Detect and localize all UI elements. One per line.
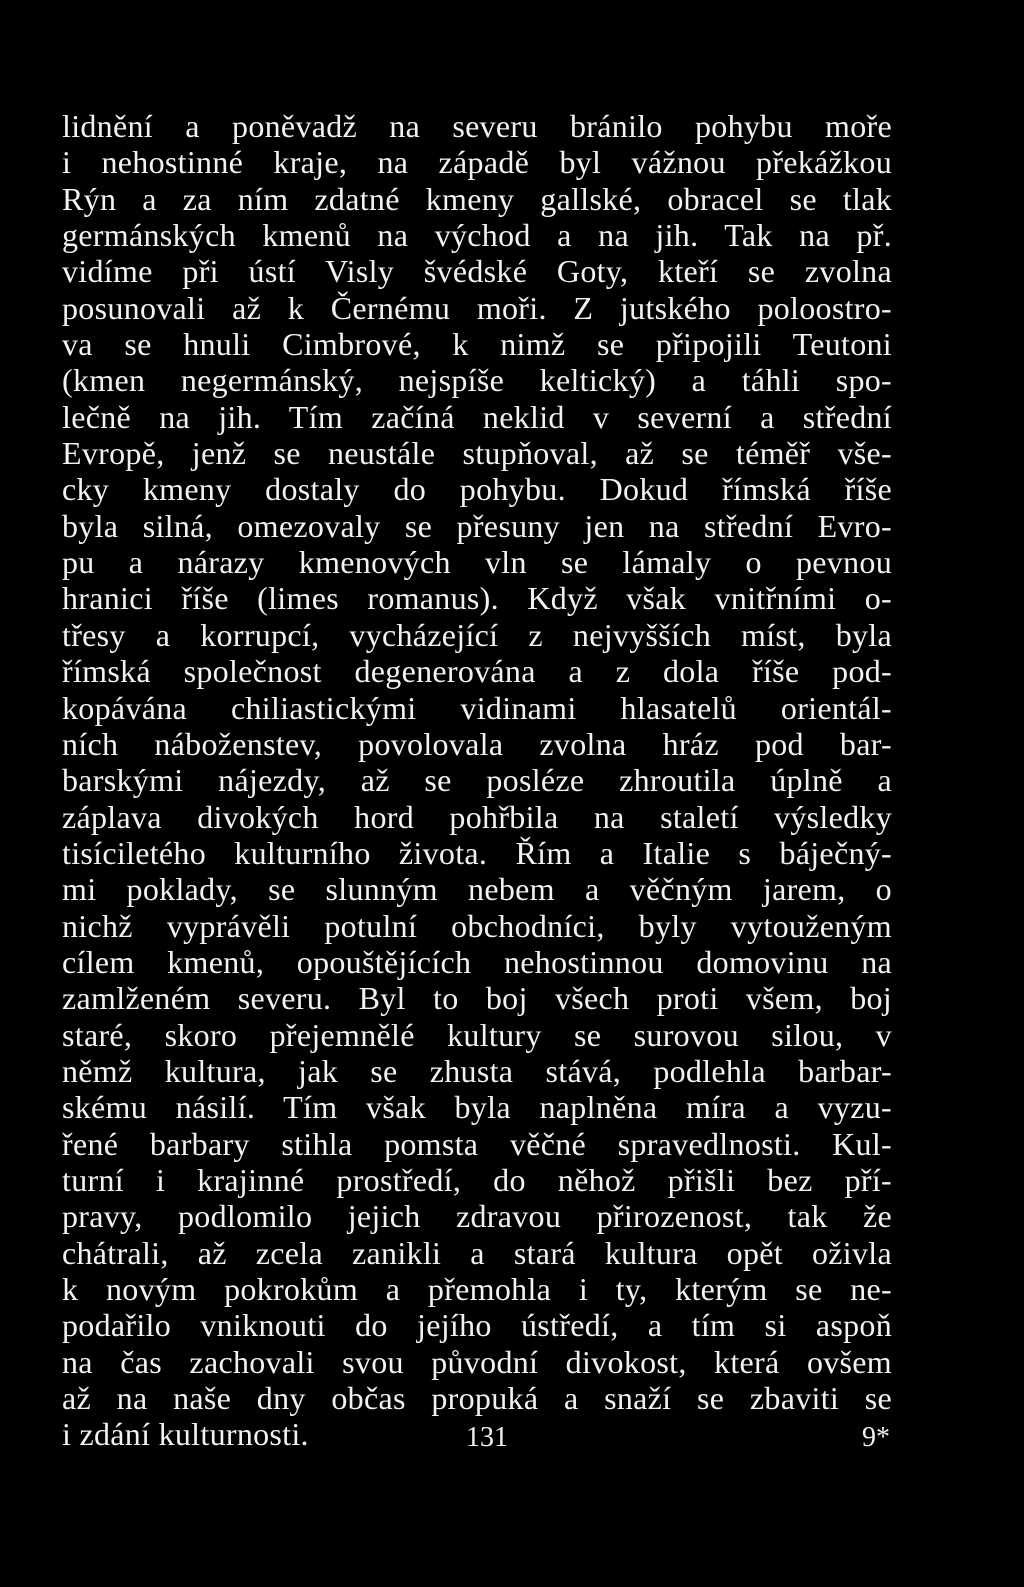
text-line-34: podařilo vniknouti do jejího ústředí, a tím si aspoň bbox=[62, 1307, 892, 1344]
text-line-18: ních náboženstev, povolovala zvolna hráz pod bar- bbox=[62, 725, 892, 762]
body-text bbox=[62, 108, 892, 1453]
text-line-6: posunovali až k Černému moři. Z jutského poloostro- bbox=[62, 289, 892, 326]
text-line-7: va se hnuli Cimbrové, k nimž se připojili Teutoni bbox=[62, 326, 892, 363]
text-line-8: (kmen negermánský, nejspíše keltický) a táhli spo- bbox=[62, 362, 892, 399]
page-footer bbox=[0, 1422, 1024, 1462]
text-line-30: turní i krajinné prostředí, do něhož přišli bez pří- bbox=[62, 1161, 892, 1198]
text-line-12: byla silná, omezovaly se přesuny jen na střední Evro- bbox=[62, 507, 892, 544]
text-line-29: řené barbary stihla pomsta věčné spravedlnosti. Kul- bbox=[62, 1125, 892, 1162]
text-line-13: pu a nárazy kmenových vln se lámaly o pevnou bbox=[62, 544, 892, 581]
text-line-1: lidnění a poněvadž na severu bránilo pohybu moře bbox=[62, 108, 892, 144]
text-line-28: skému násilí. Tím však byla naplněna míra a vyzu- bbox=[62, 1089, 892, 1126]
text-line-15: třesy a korrupcí, vycházející z nejvyšších míst, byla bbox=[62, 616, 892, 653]
text-line-36: až na naše dny občas propuká a snaží se zbaviti se bbox=[62, 1380, 892, 1417]
text-line-17: kopávána chiliastickými vidinami hlasatelů orientál- bbox=[62, 689, 892, 726]
text-line-10: Evropě, jenž se neustále stupňoval, až se téměř vše- bbox=[62, 435, 892, 472]
text-line-22: mi poklady, se slunným nebem a věčným jarem, o bbox=[62, 871, 892, 908]
text-line-11: cky kmeny dostaly do pohybu. Dokud římská říše bbox=[62, 471, 892, 508]
text-line-19: barskými nájezdy, až se posléze zhroutila úplně a bbox=[62, 762, 892, 799]
text-line-27: němž kultura, jak se zhusta stává, podlehla barbar- bbox=[62, 1052, 892, 1089]
signature-mark: 9* bbox=[862, 1422, 890, 1453]
text-line-20: záplava divokých hord pohřbila na staletí výsledky bbox=[62, 798, 892, 835]
text-line-37: i zdání kulturnosti. bbox=[62, 1416, 309, 1453]
text-line-3: Rýn a za ním zdatné kmeny gallské, obracel se tlak bbox=[62, 180, 892, 217]
text-line-25: zamlženém severu. Byl to boj všech proti všem, boj bbox=[62, 980, 892, 1017]
text-line-24: cílem kmenů, opouštějících nehostinnou domovinu na bbox=[62, 943, 892, 980]
text-line-5: vidíme při ústí Visly švédské Goty, kteří se zvolna bbox=[62, 253, 892, 290]
text-line-35: na čas zachovali svou původní divokost, která ovšem bbox=[62, 1343, 892, 1380]
text-line-16: římská společnost degenerována a z dola říše pod- bbox=[62, 653, 892, 690]
text-line-33: k novým pokrokům a přemohla i ty, kterým se ne- bbox=[62, 1271, 892, 1307]
text-line-32: chátrali, až zcela zanikli a stará kultura opět oživla bbox=[62, 1234, 892, 1271]
text-line-31: pravy, podlomilo jejich zdravou přirozenost, tak že bbox=[62, 1198, 892, 1235]
text-line-23: nichž vyprávěli potulní obchodníci, byly vytouženým bbox=[62, 907, 892, 944]
text-line-14: hranici říše (limes romanus). Když však vnitřními o- bbox=[62, 580, 892, 617]
text-line-2: i nehostinné kraje, na západě byl vážnou překážkou bbox=[62, 144, 892, 181]
text-line-26: staré, skoro přejemnělé kultury se surovou silou, v bbox=[62, 1016, 892, 1053]
text-line-9: lečně na jih. Tím začíná neklid v severní a střední bbox=[62, 398, 892, 435]
text-line-4: germánských kmenů na východ a na jih. Tak na př. bbox=[62, 217, 892, 254]
text-line-21: tisíciletého kulturního života. Řím a Italie s báječný- bbox=[62, 834, 892, 871]
page-number: 131 bbox=[466, 1422, 508, 1453]
